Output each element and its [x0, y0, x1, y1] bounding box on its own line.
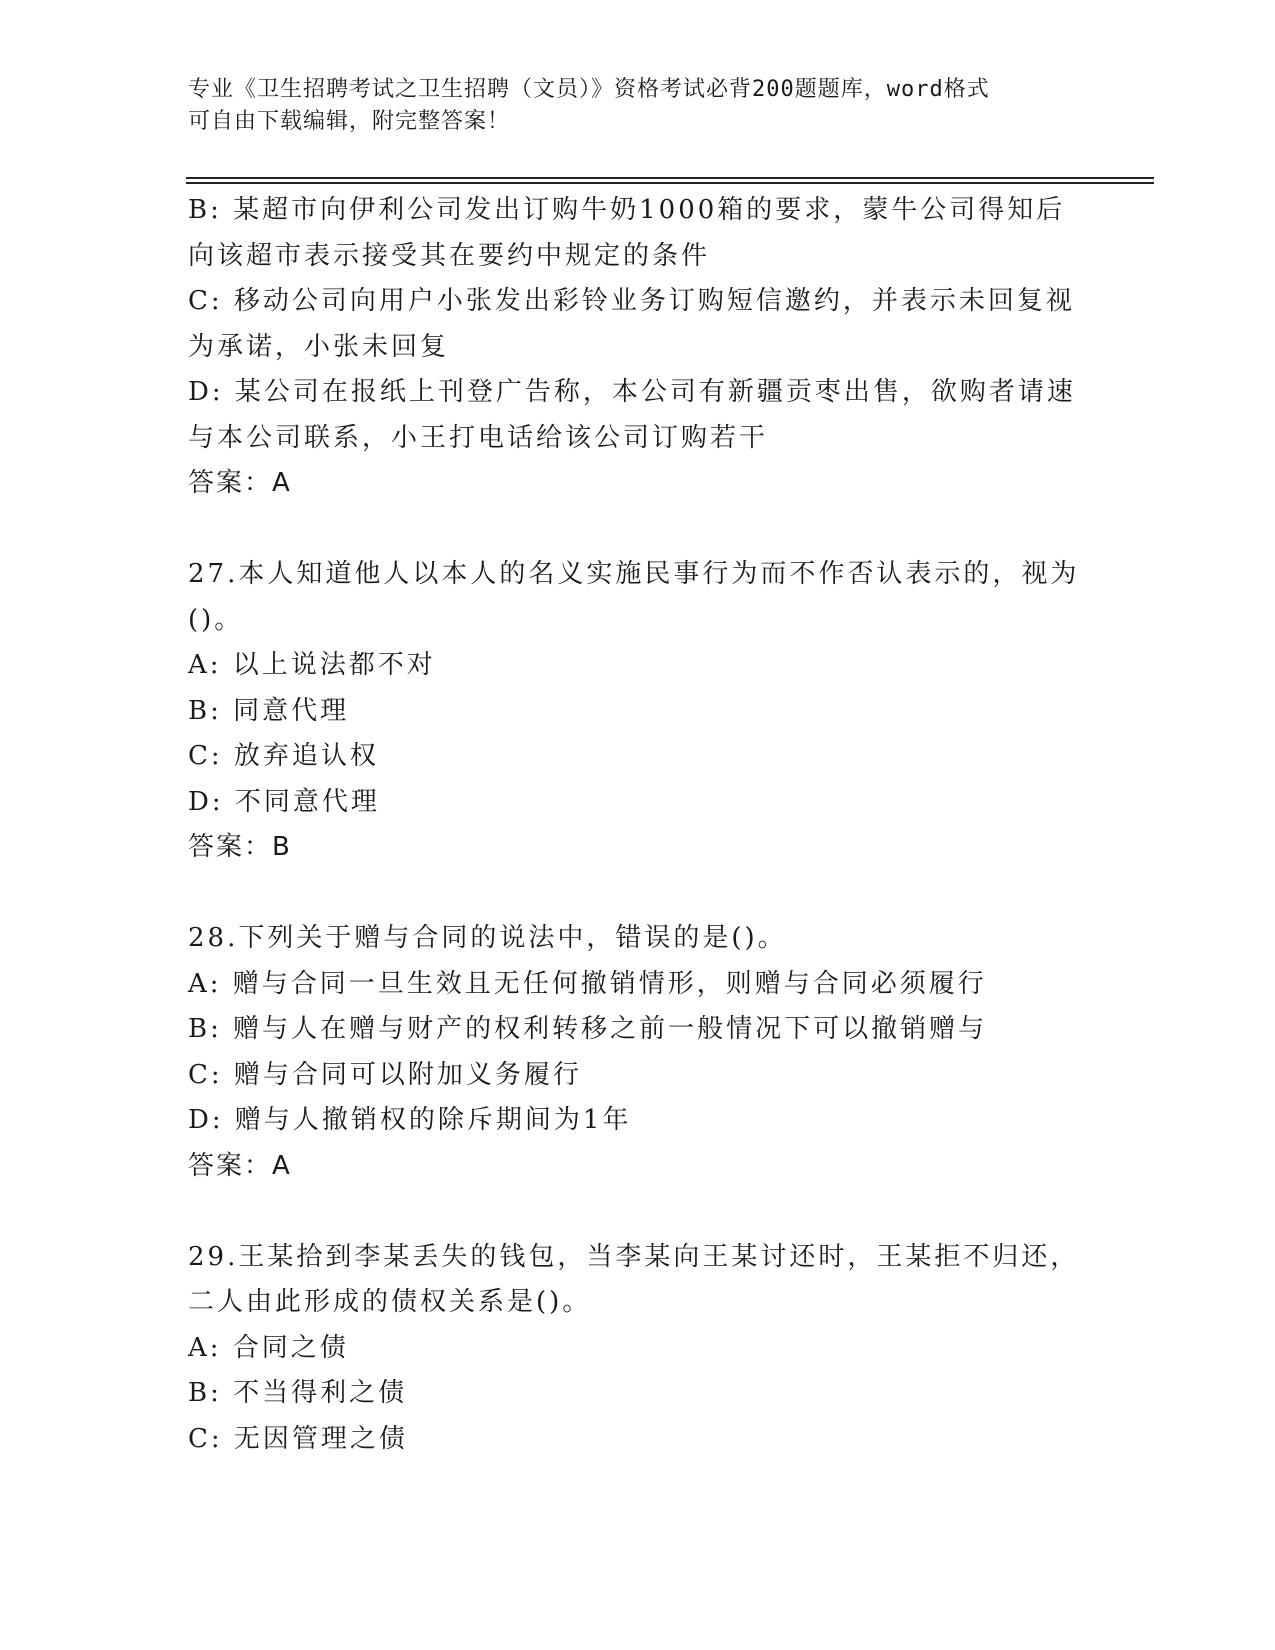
option-d-line-2: 与本公司联系，小王打电话给该公司订购若干 — [188, 422, 769, 453]
option-d-line-1: D: 某公司在报纸上刊登广告称，本公司有新疆贡枣出售，欲购者请速 — [188, 377, 1076, 407]
option-d: D: 不同意代理 — [188, 786, 380, 817]
document-body — [188, 188, 1108, 1462]
option-b: B: 同意代理 — [188, 695, 350, 726]
question-stem: 28.下列关于赠与合同的说法中，错误的是()。 — [188, 923, 787, 953]
option-a: A: 合同之债 — [188, 1332, 349, 1363]
option-c: C: 赠与合同可以附加义务履行 — [188, 1059, 582, 1090]
spacer — [188, 507, 1108, 553]
option-b-line-1: B: 某超市向伊利公司发出订购牛奶1000箱的要求，蒙牛公司得知后 — [188, 195, 1066, 225]
question-stem-line-2: 二人由此形成的债权关系是()。 — [188, 1287, 592, 1317]
answer: 答案：A — [188, 468, 292, 498]
spacer — [188, 871, 1108, 917]
option-b: B: 不当得利之债 — [188, 1378, 408, 1408]
option-c: C: 无因管理之债 — [188, 1423, 408, 1454]
question-28 — [188, 916, 1108, 1189]
option-b: B: 赠与人在赠与财产的权利转移之前一般情况下可以撤销赠与 — [188, 1014, 988, 1044]
header-rule-bottom — [186, 182, 1154, 184]
question-29 — [188, 1235, 1108, 1463]
option-a: A: 赠与合同一旦生效且无任何撤销情形，则赠与合同必须履行 — [188, 968, 987, 999]
option-c-line-2: 为承诺，小张未回复 — [188, 331, 450, 362]
question-27 — [188, 552, 1108, 871]
question-26-continued — [188, 188, 1108, 507]
header-line-1: 专业《卫生招聘考试之卫生招聘（文员）》资格考试必背200题题库，word格式 — [188, 77, 990, 102]
spacer — [188, 1189, 1108, 1235]
answer: 答案：A — [188, 1150, 292, 1181]
answer: 答案：B — [188, 832, 292, 862]
header-line-2: 可自由下载编辑，附完整答案！ — [188, 109, 511, 134]
option-b-line-2: 向该超市表示接受其在要约中规定的条件 — [188, 240, 711, 271]
option-c-line-1: C: 移动公司向用户小张发出彩铃业务订购短信邀约，并表示未回复视 — [188, 286, 1075, 316]
document-header — [188, 74, 1088, 138]
header-rule-top — [186, 177, 1154, 179]
question-stem-line-1: 29.王某拾到李某丢失的钱包，当李某向王某讨还时，王某拒不归还， — [188, 1241, 1080, 1272]
option-d: D: 赠与人撤销权的除斥期间为1年 — [188, 1105, 632, 1135]
option-c: C: 放弃追认权 — [188, 741, 379, 771]
option-a: A: 以上说法都不对 — [188, 650, 436, 680]
question-stem-line-2: ()。 — [188, 604, 244, 635]
question-stem-line-1: 27.本人知道他人以本人的名义实施民事行为而不作否认表示的，视为 — [188, 559, 1080, 589]
